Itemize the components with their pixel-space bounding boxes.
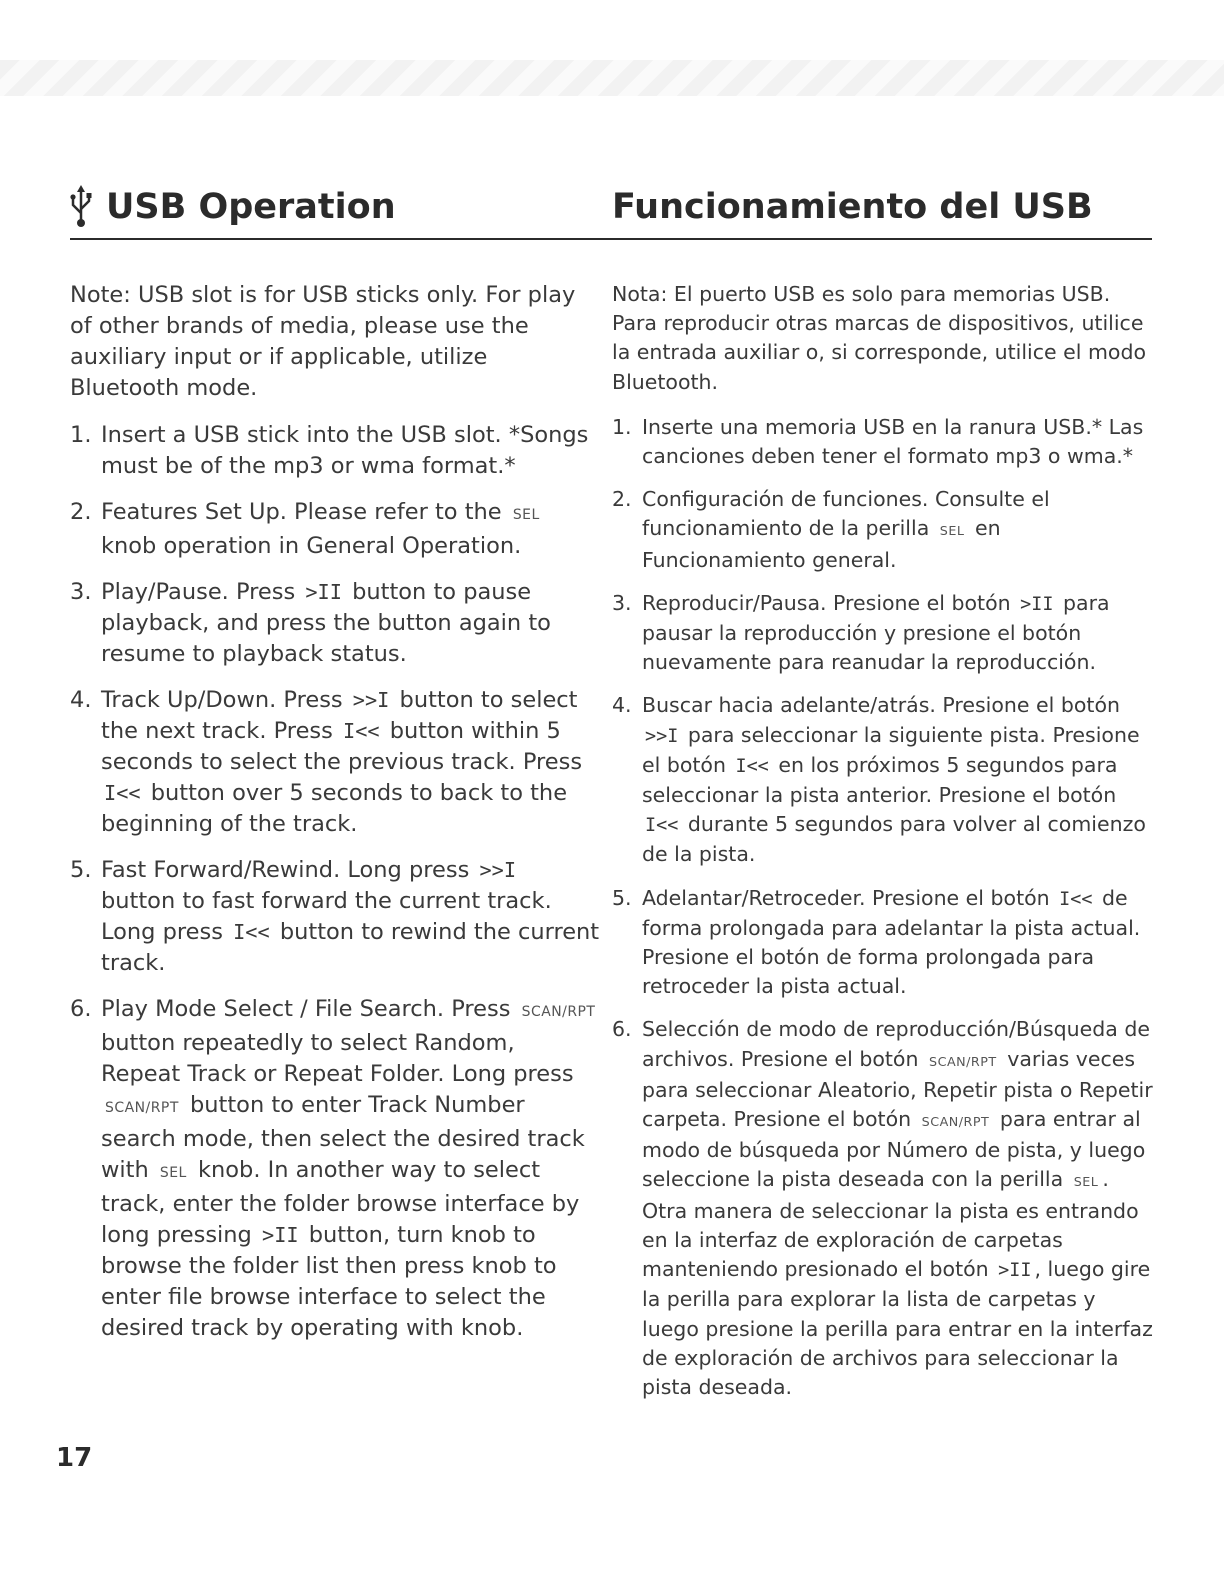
step-number: 1.	[70, 422, 92, 448]
step-text-part: de forma prolongada para adelantar la pista actual. Presione el botón de forma prolongada para retroceder la pista actual.	[642, 885, 1141, 999]
scan-rpt-symbol: SCAN/RPT	[929, 1053, 997, 1069]
step-text-part: button to pause playback, and press the button again to resume to playback status.	[101, 579, 551, 667]
step-text-part: Configuración de funciones. Consulte el funcionamiento de la perilla	[642, 487, 1050, 541]
step-number: 4.	[70, 687, 92, 713]
step-number: 2.	[70, 499, 92, 525]
step-text	[101, 994, 600, 1344]
list-item	[70, 577, 600, 670]
step-text-part: Fast Forward/Rewind. Long press	[101, 857, 470, 883]
list-item	[70, 855, 600, 979]
prev-symbol: I<<	[1059, 888, 1093, 910]
step-number: 5.	[70, 857, 92, 883]
play-pause-symbol: >II	[998, 1260, 1032, 1282]
step-number: 3.	[612, 590, 632, 615]
list-item	[612, 589, 1157, 678]
step-text-part: para pausar la reproducción y presione el botón nuevamente para reanudar la reproducción.	[642, 590, 1110, 675]
sel-symbol: SEL	[1073, 1174, 1099, 1190]
step-text-part: button repeatedly to select Random, Repeat Track or Repeat Folder. Long press	[101, 1030, 574, 1087]
list-item	[612, 691, 1157, 869]
prev-symbol: I<<	[233, 920, 270, 944]
play-pause-symbol: >II	[262, 1223, 299, 1247]
list-item	[612, 413, 1157, 471]
step-number: 3.	[70, 579, 92, 605]
list-item	[612, 1015, 1157, 1402]
step-text-part: , luego gire la perilla para explorar la lista de carpetas y luego presione la perilla para entrar en la interfaz de exploración de archivos para seleccionar la pista deseada.	[642, 1257, 1153, 1399]
list-item	[612, 485, 1157, 575]
step-text	[642, 884, 1157, 1002]
next-symbol: >>I	[645, 725, 679, 747]
step-number: 6.	[70, 996, 92, 1022]
step-text-part: Play Mode Select / File Search. Press	[101, 996, 511, 1022]
title-es-text: Funcionamiento del USB	[612, 187, 1093, 227]
title-en	[70, 178, 600, 236]
step-text-part: en Funcionamiento general.	[642, 516, 1001, 572]
step-text	[101, 497, 600, 562]
step-text-part: button to fast forward the current track. Long press	[101, 888, 552, 945]
step-number: 1.	[612, 414, 632, 439]
list-item	[70, 994, 600, 1344]
play-pause-symbol: >II	[1020, 593, 1054, 615]
step-number: 4.	[612, 693, 632, 718]
usb-icon	[70, 185, 92, 229]
note-es: Nota: El puerto USB es solo para memorias USB. Para reproducir otras marcas de dispositivos, utilice la entrada auxiliar o, si corresponde, utilice el modo Bluetooth.	[612, 282, 1147, 394]
step-text-part: Insert a USB stick into the USB slot. *Songs must be of the mp3 or wma format.*	[101, 422, 589, 479]
step-text-part: para seleccionar la siguiente pista. Presione el botón	[642, 722, 1140, 777]
header-en	[70, 178, 600, 236]
step-text-part: Adelantar/Retroceder. Presione el botón	[642, 885, 1050, 910]
step-text-part: button, turn knob to browse the folder list then press knob to enter file browse interface to select the desired track by operating with knob.	[101, 1222, 557, 1341]
step-text-part: para entrar al modo de búsqueda por Número de pista, y luego seleccione la pista deseada con la perilla	[642, 1107, 1146, 1192]
step-number: 5.	[612, 885, 632, 910]
note-en: Note: USB slot is for USB sticks only. For play of other brands of media, please use the auxiliary input or if applicable, utilize Bluetooth mode.	[70, 282, 576, 401]
step-text-part: button over 5 seconds to back to the beginning of the track.	[101, 780, 568, 837]
list-item	[70, 420, 600, 482]
step-text-part: Buscar hacia adelante/atrás. Presione el botón	[642, 693, 1120, 718]
step-text	[101, 577, 600, 670]
step-text-part: button to rewind the current track.	[101, 919, 600, 976]
step-text	[642, 413, 1157, 471]
step-text-part: Features Set Up. Please refer to the	[101, 499, 502, 525]
step-text	[642, 1015, 1157, 1402]
prev-symbol: I<<	[735, 755, 769, 777]
title-en-text: USB Operation	[106, 187, 396, 227]
page-number: 17	[56, 1443, 93, 1473]
header-es	[612, 178, 1157, 236]
step-number: 2.	[612, 487, 632, 512]
title-es	[612, 178, 1157, 236]
list-item	[70, 685, 600, 840]
step-text	[642, 589, 1157, 678]
step-text	[642, 691, 1157, 869]
steps-list-es	[612, 413, 1157, 1402]
play-pause-symbol: >II	[305, 580, 342, 604]
decorative-header-band	[0, 60, 1224, 96]
prev-symbol: I<<	[645, 815, 679, 837]
step-text-part: durante 5 segundos para volver al comienzo de la pista.	[642, 812, 1146, 867]
column-english	[70, 280, 600, 1359]
header-divider	[70, 238, 1152, 240]
prev-symbol: I<<	[343, 719, 380, 743]
sel-symbol: SEL	[939, 523, 965, 539]
step-text-part: Play/Pause. Press	[101, 579, 296, 605]
next-symbol: >>I	[479, 858, 517, 882]
step-text-part: Selección de modo de reproducción/Búsqueda de archivos. Presione el botón	[642, 1017, 1150, 1071]
column-spanish	[612, 280, 1157, 1416]
step-text-part: knob. In another way to select track, enter the folder browse interface by long pressing	[101, 1157, 580, 1248]
step-text-part: en los próximos 5 segundos para seleccionar la pista anterior. Presione el botón	[642, 752, 1118, 808]
sel-symbol: SEL	[159, 1165, 187, 1181]
step-text	[101, 420, 600, 482]
step-text	[101, 855, 600, 979]
step-text-part: Reproducir/Pausa. Presione el botón	[642, 590, 1011, 615]
step-text	[642, 485, 1157, 575]
step-text-part: . Otra manera de seleccionar la pista es entrando en la interfaz de exploración de carpetas manteniendo presionado el botón	[642, 1167, 1139, 1282]
step-text-part: button within 5 seconds to select the previous track. Press	[101, 718, 583, 775]
list-item	[612, 884, 1157, 1002]
step-text-part: Inserte una memoria USB en la ranura USB.* Las canciones deben tener el formato mp3 o wma.*	[642, 414, 1144, 469]
prev-symbol: I<<	[104, 781, 141, 805]
step-text-part: button to select the next track. Press	[101, 687, 578, 744]
next-symbol: >>I	[352, 688, 390, 712]
step-text	[101, 685, 600, 840]
step-text-part: knob operation in General Operation.	[101, 533, 522, 559]
scan-rpt-symbol: SCAN/RPT	[521, 1004, 596, 1020]
step-number: 6.	[612, 1017, 632, 1042]
scan-rpt-symbol: SCAN/RPT	[105, 1100, 179, 1116]
step-text-part: varias veces para seleccionar Aleatorio, Repetir pista o Repetir carpeta. Presione el botón	[642, 1046, 1153, 1132]
step-text-part: button to enter Track Number search mode, then select the desired track with	[101, 1092, 585, 1183]
list-item	[70, 497, 600, 562]
scan-rpt-symbol: SCAN/RPT	[921, 1114, 990, 1130]
sel-symbol: SEL	[512, 507, 540, 523]
steps-list-en	[70, 420, 600, 1344]
step-text-part: Track Up/Down. Press	[101, 687, 343, 713]
